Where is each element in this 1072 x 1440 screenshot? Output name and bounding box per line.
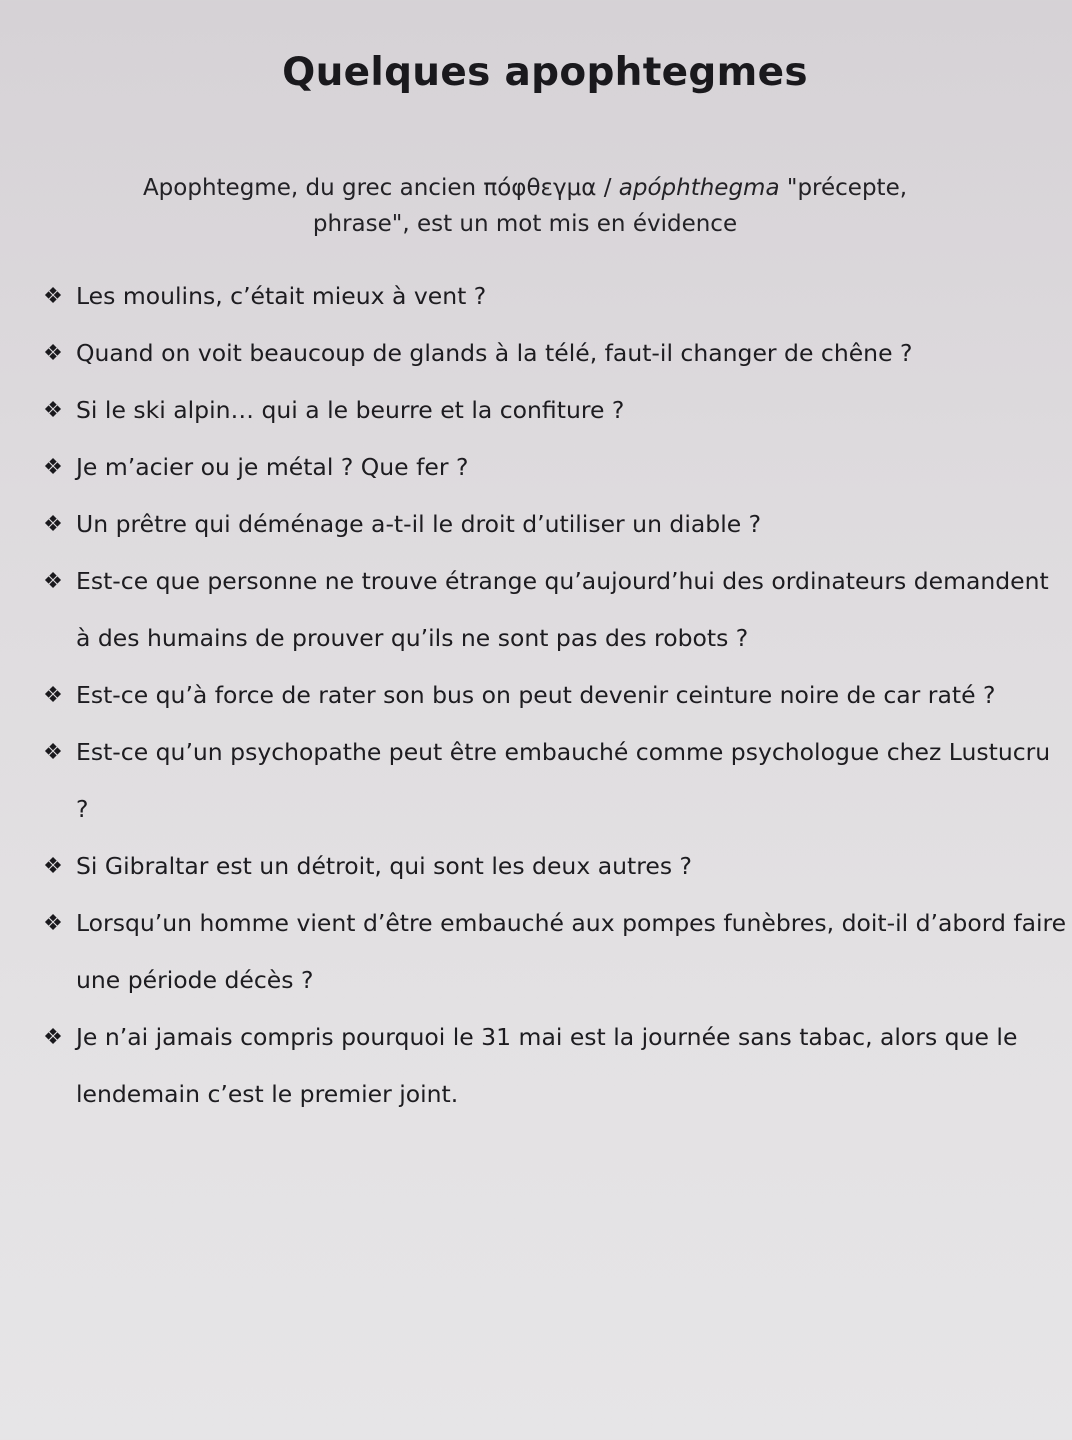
list-item: [38, 496, 1068, 553]
list-item-text: Est-ce qu’à force de rater son bus on peut devenir ceinture noire de car raté ?: [76, 681, 996, 709]
intro-greek-word: πόφθεγμα: [483, 175, 597, 201]
intro-text-start: Apophtegme, du grec ancien: [142, 175, 484, 201]
four-diamond-bullet-icon: ❖: [43, 284, 63, 309]
four-diamond-bullet-icon: ❖: [43, 683, 63, 708]
list-item: [38, 667, 1068, 724]
four-diamond-bullet-icon: ❖: [43, 455, 63, 480]
list-item-text: Les moulins, c’était mieux à vent ?: [76, 282, 487, 310]
four-diamond-bullet-icon: ❖: [43, 740, 63, 765]
list-item-text: Je m’acier ou je métal ? Que fer ?: [76, 453, 469, 481]
four-diamond-bullet-icon: ❖: [43, 512, 63, 537]
list-item-text: Est-ce qu’un psychopathe peut être embauché comme psychologue chez Lustucru ?: [76, 738, 1051, 823]
list-item: [38, 325, 1068, 382]
four-diamond-bullet-icon: ❖: [43, 569, 63, 594]
four-diamond-bullet-icon: ❖: [43, 1025, 63, 1050]
list-item-text: Lorsqu’un homme vient d’être embauché aux pompes funèbres, doit-il d’abord faire une période décès ?: [76, 909, 1067, 994]
list-item: [38, 382, 1068, 439]
list-item: [38, 439, 1068, 496]
list-item-text: Si le ski alpin… qui a le beurre et la confiture ?: [76, 396, 625, 424]
list-item-text: Je n’ai jamais compris pourquoi le 31 mai est la journée sans tabac, alors que le lendemain c’est le premier joint.: [76, 1023, 1018, 1108]
list-item-text: Si Gibraltar est un détroit, qui sont les deux autres ?: [76, 852, 693, 880]
list-item: [38, 1009, 1068, 1123]
four-diamond-bullet-icon: ❖: [43, 854, 63, 879]
four-diamond-bullet-icon: ❖: [43, 398, 63, 423]
page-title: Quelques apophtegmes: [282, 50, 808, 95]
list-item-text: Est-ce que personne ne trouve étrange qu’aujourd’hui des ordinateurs demandent à des humains de prouver qu’ils ne sont pas des robots ?: [76, 567, 1049, 652]
list-item: [38, 268, 1068, 325]
list-item-text: Un prêtre qui déménage a-t-il le droit d’utiliser un diable ?: [76, 510, 762, 538]
four-diamond-bullet-icon: ❖: [43, 911, 63, 936]
apophthegm-list: [38, 268, 1068, 1123]
four-diamond-bullet-icon: ❖: [43, 341, 63, 366]
list-item: [38, 895, 1068, 1009]
intro-text-end: "précepte, phrase", est un mot mis en évidence: [312, 175, 908, 237]
intro-paragraph: [95, 170, 955, 242]
list-item: [38, 724, 1068, 838]
list-item-text: Quand on voit beaucoup de glands à la télé, faut-il changer de chêne ?: [76, 339, 913, 367]
list-item: [38, 838, 1068, 895]
intro-separator: /: [596, 175, 619, 201]
intro-transliteration: apóphthegma: [618, 175, 780, 201]
list-item: [38, 553, 1068, 667]
